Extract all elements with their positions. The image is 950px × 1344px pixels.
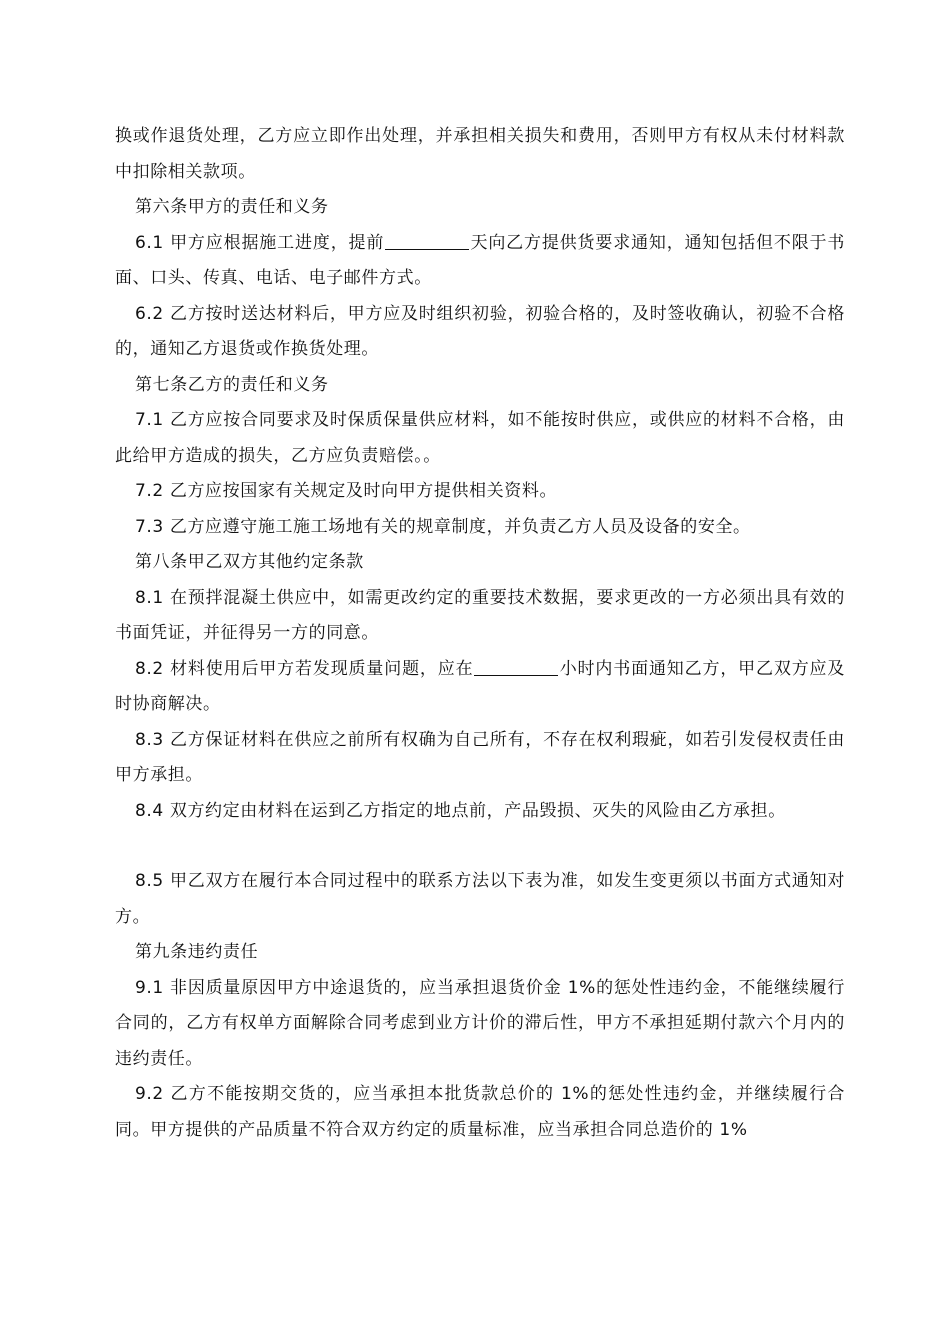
blank-hours-field[interactable] xyxy=(474,658,558,676)
paragraph-continuation: 换或作退货处理，乙方应立即作出处理，并承担相关损失和费用，否则甲方有权从未付材料款中扣除相关款项。 xyxy=(115,126,845,182)
clause-8-1: 8.1 在预拌混凝土供应中，如需更改约定的重要技术数据，要求更改的一方必须出具有效的书面凭证，并征得另一方的同意。 xyxy=(115,587,845,643)
clause-6-1-part-a: 6.1 甲方应根据施工进度，提前 xyxy=(135,232,385,253)
clause-7-3: 7.3 乙方应遵守施工施工场地有关的规章制度，并负责乙方人员及设备的安全。 xyxy=(135,516,751,537)
clause-8-3: 8.3 乙方保证材料在供应之前所有权确为自己所有，不存在权利瑕疵，如若引发侵权责任由甲方承担。 xyxy=(115,729,845,785)
heading-article-9: 第九条违约责任 xyxy=(135,942,259,962)
heading-article-7: 第七条乙方的责任和义务 xyxy=(135,374,329,395)
clause-6-1-part-b: 天向乙方提供货要求通知，通知包括但不限于书面、口头、传真、电话、电子邮件方式。 xyxy=(115,232,845,288)
clause-9-1: 9.1 非因质量原因甲方中途退货的，应当承担退货价金 1%的惩处性违约金，不能继续履行合同的，乙方有权单方面解除合同考虑到业方计价的滞后性，甲方不承担延期付款六个月内的违约责任。 xyxy=(115,977,845,1069)
blank-days-field[interactable] xyxy=(385,232,469,250)
clause-8-2 xyxy=(115,652,845,723)
clause-8-5: 8.5 甲乙双方在履行本合同过程中的联系方法以下表为准，如发生变更须以书面方式通知对方。 xyxy=(115,871,845,927)
clause-6-2: 6.2 乙方按时送达材料后，甲方应及时组织初验，初验合格的，及时签收确认，初验不合格的，通知乙方退货或作换货处理。 xyxy=(115,303,845,359)
clause-8-4: 8.4 双方约定由材料在运到乙方指定的地点前，产品毁损、灭失的风险由乙方承担。 xyxy=(135,800,786,821)
clause-7-1: 7.1 乙方应按合同要求及时保质保量供应材料，如不能按时供应，或供应的材料不合格，由此给甲方造成的损失，乙方应负责赔偿。。 xyxy=(115,410,845,466)
document-page xyxy=(115,119,845,1148)
paragraph-gap xyxy=(115,829,845,864)
clause-8-2-part-b: 小时内书面通知乙方，甲乙双方应及时协商解决。 xyxy=(115,658,845,714)
clause-6-1 xyxy=(115,226,845,297)
clause-9-2: 9.2 乙方不能按期交货的，应当承担本批货款总价的 1%的惩处性违约金，并继续履行合同。甲方提供的产品质量不符合双方约定的质量标准，应当承担合同总造价的 1% xyxy=(115,1084,845,1140)
clause-7-2: 7.2 乙方应按国家有关规定及时向甲方提供相关资料。 xyxy=(135,481,558,501)
heading-article-6: 第六条甲方的责任和义务 xyxy=(135,197,329,217)
heading-article-8: 第八条甲乙双方其他约定条款 xyxy=(135,552,364,572)
clause-8-2-part-a: 8.2 材料使用后甲方若发现质量问题，应在 xyxy=(135,658,474,679)
